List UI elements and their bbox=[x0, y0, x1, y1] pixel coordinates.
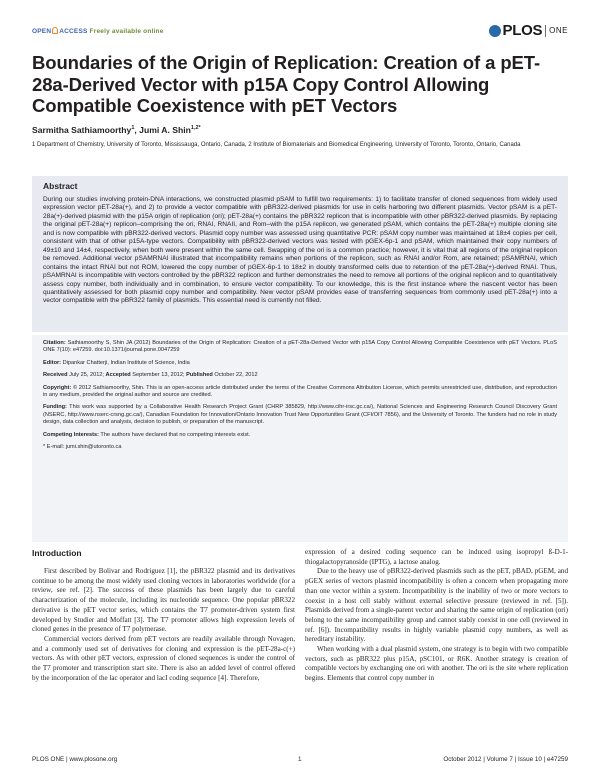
body-paragraph: First described by Bolivar and Rodriguez [1], the pBR322 plasmid and its derivatives continue to be among the most widely used cloning vectors in laboratories worldwide (for a review, see ref. [2]. The success of these plasmids has been largely due to careful characterization of the molecule, including its nucleotide sequence. One popular pBR322 derivative is the pET vector series, which contains the T7 promoter-driven system first developed by Studier and Moffatt [3]. The T7 promoter allows high expression levels of cloned genes in the presence of T7 polymerase. bbox=[32, 567, 295, 634]
copyright bbox=[43, 385, 557, 400]
article-metadata bbox=[32, 335, 568, 542]
accepted-date: September 13, 2012; bbox=[132, 372, 185, 379]
open-label: OPEN bbox=[32, 28, 52, 35]
abstract-box bbox=[32, 176, 568, 332]
received-date: July 25, 2012; bbox=[69, 372, 104, 379]
funding-label: Funding: bbox=[43, 404, 67, 411]
plos-logo-icon bbox=[489, 25, 501, 37]
citation-label: Citation: bbox=[43, 340, 66, 346]
body-paragraph: When working with a dual plasmid system, one strategy is to begin with two compatible vectors, such as pBR322 plus p15A, pSC101, or R6K. Another strategy is creation of compatible vectors by exchanging one ori with another. The ori is the site where replication begins. Elements that control copy number in bbox=[305, 645, 568, 683]
editor bbox=[43, 360, 557, 367]
abstract-text: During our studies involving protein-DNA interactions, we constructed plasmid pSAM to fulfill two requirements: 1) to facilitate transfer of cloned sequences from widely used expression vector pET-28a(+), and 2) to provide a vector compatible with pBR322-derived plasmids for use in cells harboring two different plasmids. Vector pSAM is a pET-28a(+)-derived plasmid with the p15A origin of replication (ori); pET-28a(+) contains the pBR322 replicon that is incompatible with other pBR322-derived plasmids. By replacing the original pET-28a(+) replicon–comprising the ori, RNAI, RNAII, and Rom–with the p15A replicon, we generated pSAM, which contains the pET-28a(+) multiple cloning site and is now compatible with pBR322-derived vectors. Plasmid copy number was assessed using quantitative PCR: pSAM copy number was maintained at 18±4 copies per cell, consistent with that of other p15A-type vectors. Compatibility with pBR322-derived vectors was tested with pGEX-6p-1 and pSAM, which maintained their copy numbers of 49±10 and 14±4, respectively, when both were present within the same cell. Swapping of the ori is a common practice; however, it is vital that all regions of the original replicon be removed. Additional vector pSAMRNAI illustrated that incompatibility remains when portions of the replicon, such as RNAI and/or Rom, are retained; pSAMRNAI, which contains the intact RNAI but not ROM, lowered the copy number of pGEX-6p-1 to 18±2 in doubly transformed cells due to retention of the pET-28a(+)-derived RNAI. Thus, pSAMRNAI is incompatible with vectors controlled by the pBR322 replicon and further demonstrates the need to remove all portions of the original replicon and to quantitatively assess copy number, both individually and in combination, to ensure vector compatibility. To our knowledge, this is the first instance where the nascent vector has been quantitatively assessed for both plasmid copy number and compatibility. New vector pSAM provides ease of transferring sequences from commonly used pET-28a(+) into a vector compatible with the pBR322 family of plasmids. This essential need is currently not filled. bbox=[43, 196, 557, 305]
competing-text: The authors have declared that no competing interests exist. bbox=[100, 431, 251, 438]
body-column-left bbox=[32, 548, 295, 683]
accepted-label: Accepted bbox=[105, 372, 131, 379]
funding-text: This work was supported by a Collaborative Health Research Project Grant (CHRP 385829, http://www.cihr-irsc.gc.ca/), National Sciences and Engineering Research Council Discovery Grant (NSERC, http://www.nserc-crsng.gc.ca/), Canadian Foundation for Innovation/Ontario Innovation Trust New Opportunities Grant (CFI/OIT 7856), and the University of Toronto. The funders had no role in study design, data collection and analysis, decision to publish, or preparation of the manuscript. bbox=[43, 404, 557, 426]
open-access-banner bbox=[32, 27, 164, 35]
competing-interests bbox=[43, 432, 557, 439]
published-label: Published bbox=[186, 372, 213, 379]
one-wordmark: ONE bbox=[549, 26, 568, 35]
affiliations: 1 Department of Chemistry, University of Toronto, Mississauga, Ontario, Canada, 2 Institute of Biomaterials and Biomedical Engineering, University of Toronto, Toronto, Ontario, Canada bbox=[32, 142, 521, 148]
page-header bbox=[32, 22, 568, 40]
received-label: Received bbox=[43, 372, 68, 379]
author-name: Sarmitha Sathiamoorthy bbox=[32, 125, 132, 135]
copyright-text: © 2012 Sathiamoorthy, Shin. This is an open-access article distributed under the terms of the Creative Commons Attribution License, which permits unrestricted use, distribution, and reproduction in any medium, provided the original author and source are credited. bbox=[43, 384, 557, 399]
editor-text: Dipankar Chatterji, Indian Institute of Science, India bbox=[62, 359, 190, 366]
author-separator: , bbox=[134, 125, 140, 135]
published-date: October 22, 2012 bbox=[214, 372, 258, 379]
introduction-heading: Introduction bbox=[32, 548, 82, 558]
body-paragraph: expression of a desired coding sequence can be induced using isopropyl ß-D-1-thiogalactopyranoside (IPTG), a lactose analog. bbox=[305, 548, 568, 566]
author-affiliation-mark: 1,2* bbox=[190, 125, 201, 132]
author-list bbox=[32, 125, 568, 135]
body-paragraph: Due to the heavy use of pBR322-derived plasmids such as the pET, pBAD, pGEM, and pGEX series of vectors plasmid incompatibility is often a concern when propagating more than one vector within a system. Incompatibility is the inability of two or more vectors to coexist in a host cell stably without external selective pressure (reviewed in ref. [5]). Plasmids derived from a single-parent vector and sharing the same origin of replication (ori) belong to the same incompatibility group and cannot stably coexist in one cell (reviewed in ref. [6]). Incompatibility results in highly variable plasmid copy numbers, as well as hereditary instability. bbox=[305, 567, 568, 644]
author-name: Jumi A. Shin bbox=[139, 125, 191, 135]
body-paragraph: Commercial vectors derived from pET vectors are readily available through Novagen, and a commonly used set of derivatives for cloning and expression is the pET-28a-c(+) vectors. As with other pET vectors, expression of cloned sequences is under the control of the T7 promoter and transcription start site. There is also an added level of control offered by the incorporation of the lac operator and lacI coding sequence [4]. Therefore, bbox=[32, 634, 295, 682]
footer-journal: PLOS ONE | www.plosone.org bbox=[32, 756, 118, 763]
abstract-heading: Abstract bbox=[43, 181, 78, 191]
citation-text: Sathiamoorthy S, Shin JA (2012) Boundaries of the Origin of Replication: Creation of a pET-28a-Derived Vector with p15A Copy Control Allowing Compatible Coexistence with pET Vectors. PLoS ONE 7(10): e47259. doi:10.1371/journal.pone.0047259 bbox=[43, 340, 557, 354]
open-access-lock-icon bbox=[52, 27, 58, 34]
funding bbox=[43, 404, 557, 426]
page-number: 1 bbox=[298, 756, 302, 763]
copyright-label: Copyright: bbox=[43, 384, 72, 391]
access-label: ACCESS bbox=[59, 28, 88, 35]
dates bbox=[43, 372, 557, 379]
editor-label: Editor: bbox=[43, 359, 62, 366]
plos-wordmark: PLOS bbox=[502, 22, 543, 39]
competing-label: Competing Interests: bbox=[43, 431, 99, 438]
plos-one-logo bbox=[488, 22, 568, 39]
article-title: Boundaries of the Origin of Replication: Creation of a pET-28a-Derived Vector with p15A Copy Control Allowing Compatible Coexistence with pET Vectors bbox=[32, 52, 541, 116]
freely-available-label: Freely available online bbox=[89, 28, 164, 35]
logo-divider bbox=[545, 25, 546, 37]
body-column-right bbox=[305, 548, 568, 684]
citation bbox=[43, 340, 557, 355]
author-affiliation-mark: 1 bbox=[131, 125, 135, 132]
footer-issue: October 2012 | Volume 7 | Issue 10 | e47259 bbox=[443, 756, 568, 763]
corresponding-email: * E-mail: jumi.shin@utoronto.ca bbox=[43, 444, 122, 451]
